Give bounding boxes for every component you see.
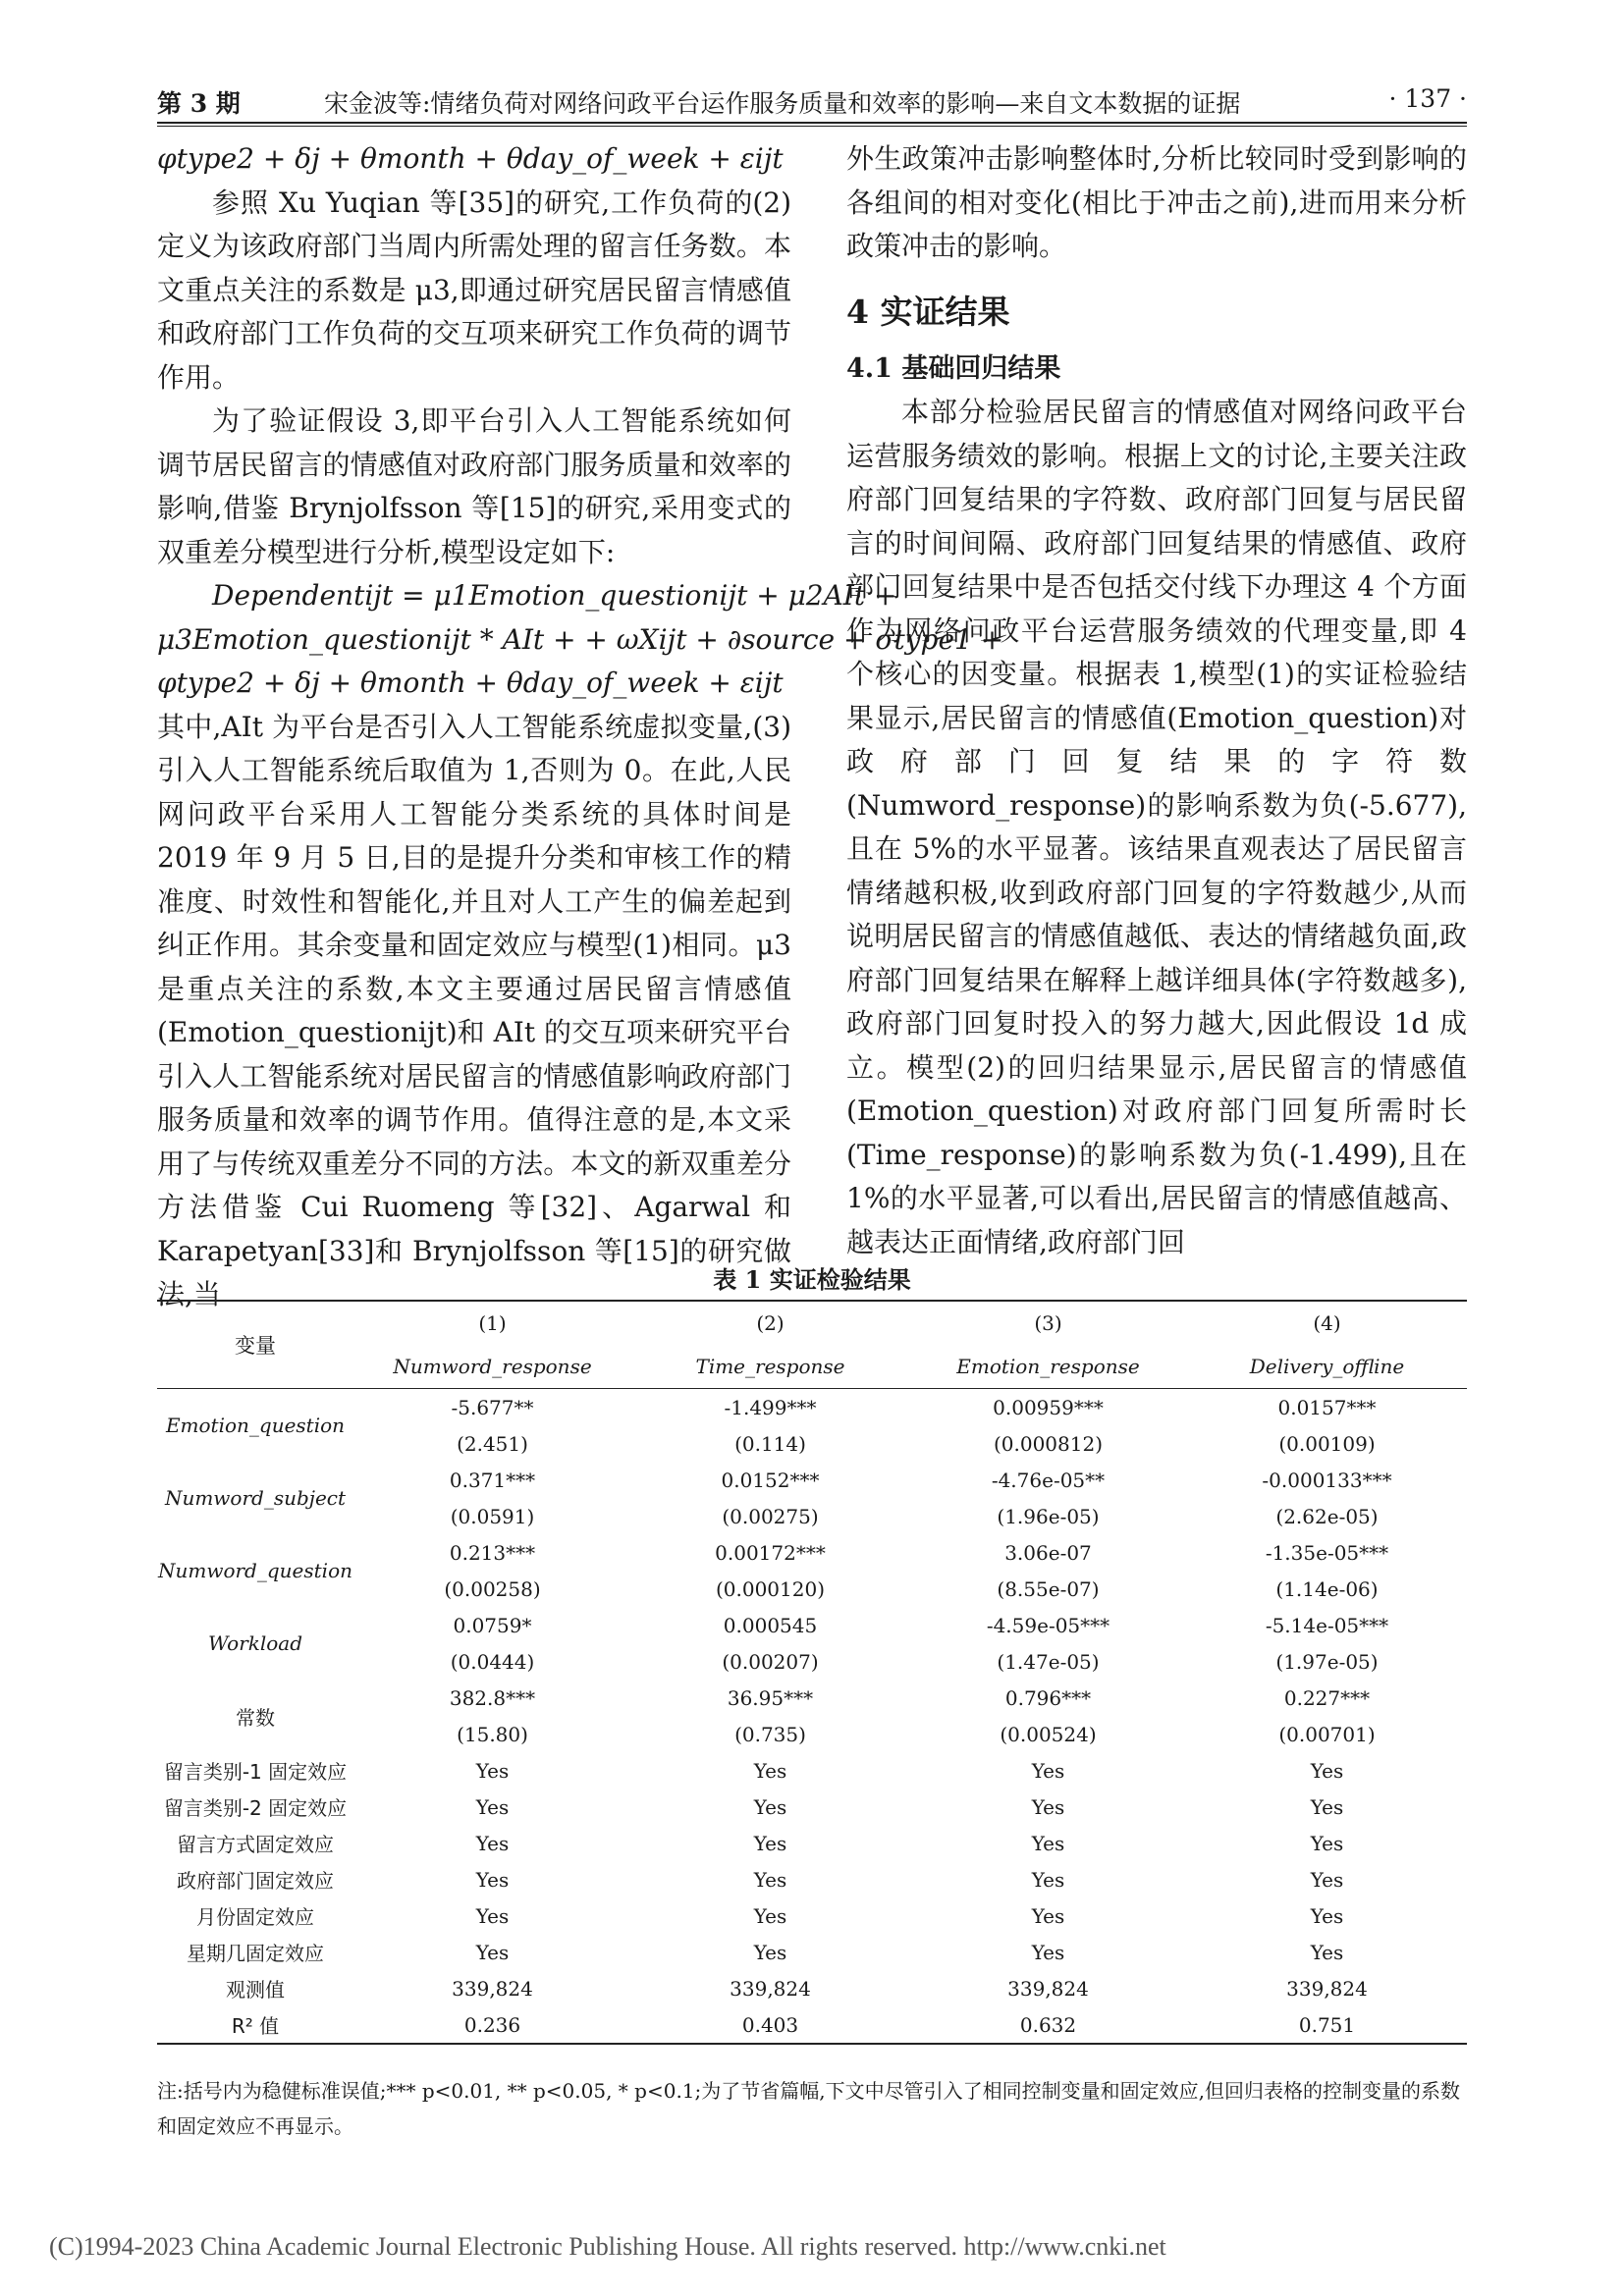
table-row-label: 留言方式固定效应 (177, 1833, 334, 1856)
header-rule-thin (157, 126, 1467, 127)
table-note: 注:括号内为稳健标准误值;*** p<0.01, ** p<0.05, * p<0.1;为了节省篇幅,下文中尽管引入了相同控制变量和固定效应,但回归表格的控制变量的系数和固定效应不再显示。 (157, 2079, 1460, 2138)
regression-table (157, 1300, 1467, 2045)
table-row-se (157, 1425, 1467, 1462)
table-row-variable: 常数 (236, 1705, 275, 1730)
right-column (846, 137, 1467, 1264)
table-title: 表 1 实证检验结果 (713, 1265, 911, 1294)
table-cell-coef: -4.76e-05** (991, 1468, 1106, 1492)
table-cell-coef: 0.0759* (453, 1613, 532, 1637)
table-cell-coef: -5.677** (451, 1395, 534, 1419)
table-cell-value: Yes (475, 1867, 510, 1892)
equation-3-line-2: μ3Emotion_questionijt * AIt + + ωXijt + ∂source + σtype1 + (157, 622, 1004, 656)
subsection-title: 4.1 基础回归结果 (846, 352, 1061, 384)
equation-3-text: φtype2 + δj + θmonth + θday_of_week + εijt (157, 667, 784, 699)
table-col-name: Time_response (631, 1345, 909, 1389)
table-cell-se: (0.000120) (715, 1576, 826, 1601)
table-body (157, 1389, 1467, 2045)
table-row-label: 观测值 (226, 1978, 285, 2002)
table-row-coef (157, 1680, 1467, 1716)
table-row-se (157, 1716, 1467, 1752)
table-row-variable: Numword_question (157, 1559, 352, 1582)
table-cell-se: (0.0444) (450, 1649, 535, 1674)
equation-2-number: (2) (752, 186, 791, 219)
table-row-label: 留言类别-2 固定效应 (163, 1796, 348, 1820)
table-cell-se: (0.735) (734, 1722, 806, 1746)
table-cell-value: Yes (1031, 1867, 1065, 1892)
table-cell-value: 0.403 (631, 2006, 909, 2044)
table-cell-se: (0.000812) (993, 1431, 1104, 1456)
table-row-coef (157, 1534, 1467, 1571)
table-cell-coef: -1.499*** (724, 1395, 817, 1419)
table-cell-coef: 0.213*** (449, 1540, 536, 1565)
table-row-fixed-effect (157, 1897, 1467, 1934)
table-row-variable: Workload (207, 1631, 303, 1655)
table-col-name: Delivery_offline (1187, 1345, 1467, 1389)
running-title: 宋金波等:情绪负荷对网络问政平台运作服务质量和效率的影响—来自文本数据的证据 (324, 89, 1241, 118)
table-cell-se: (0.00524) (1000, 1722, 1097, 1746)
table-header-variable: 变量 (157, 1301, 353, 1389)
table-row-fixed-effect (157, 1789, 1467, 1825)
table-cell-coef: 3.06e-07 (1004, 1540, 1092, 1565)
table-cell-se: (0.114) (734, 1431, 806, 1456)
table-cell-value: Yes (1031, 1758, 1065, 1783)
table-row-se (157, 1571, 1467, 1607)
table-cell-coef: -1.35e-05*** (1265, 1540, 1389, 1565)
journal-issue: 第 3 期 (157, 89, 241, 118)
table-cell-value: Yes (1031, 1831, 1065, 1855)
table-row-variable: Emotion_question (165, 1414, 346, 1437)
table-cell-coef: -0.000133*** (1262, 1468, 1392, 1492)
table-row-se (157, 1498, 1467, 1534)
table-row-label: 月份固定效应 (196, 1905, 314, 1929)
table-cell-se: (8.55e-07) (997, 1576, 1100, 1601)
table-row-se (157, 1643, 1467, 1680)
table-cell-coef: 382.8*** (449, 1685, 536, 1710)
table-cell-value: Yes (1310, 1940, 1344, 1964)
copyright-footer: (C)1994-2023 China Academic Journal Electronic Publishing House. All rights reserved. http://www.cnki.net (49, 2232, 1166, 2261)
paragraph-ai-variable: 其中,AIt 为平台是否引入人工智能系统虚拟变量,引入人工智能系统后取值为 1,否则为 0。在此,人民网问政平台采用人工智能分类系统的具体时间是 2019 年 9 月 5 日,目的是提升分类和审核工作的精准度、时效性和智能化,并且对人工产生的偏差起到纠正作用。其余变量和固定效应与模型(1)相同。μ3 是重点关注的系数,本文主要通过居民留言情感值(Emotion_questionijt)和 AIt 的交互项来研究平台引入人工智能系统对居民留言的情感值影响政府部门服务质量和效率的调节作用。值得注意的是,本文采用了与传统双重差分不同的方法。本文的新双重差分方法借鉴 Cui Ruomeng 等[32]、Agarwal 和 Karapetyan[33]和 Brynjolfsson 等[15]的研究做法,当 (157, 710, 792, 1310)
paragraph-hypothesis-3: 为了验证假设 3,即平台引入人工智能系统如何调节居民留言的情感值对政府部门服务质量和效率的影响,借鉴 Brynjolfsson 等[15]的研究,采用变式的双重差分模型进行分析,模型设定如下: (157, 404, 791, 568)
equation-2-text: φtype2 + δj + θmonth + θday_of_week + εijt (157, 142, 784, 175)
equation-2-tail (157, 137, 791, 219)
table-cell-coef: -5.14e-05*** (1265, 1613, 1389, 1637)
table-cell-se: (2.62e-05) (1275, 1504, 1379, 1528)
table-header-row-numbers (157, 1301, 1467, 1345)
table-row-coef (157, 1607, 1467, 1643)
table-cell-coef: -4.59e-05*** (986, 1613, 1110, 1637)
table-cell-se: (1.47e-05) (997, 1649, 1100, 1674)
table-cell-value: 339,824 (452, 1976, 533, 2001)
table-row-variable: Numword_subject (164, 1486, 347, 1510)
table-cell-value: Yes (1310, 1867, 1344, 1892)
table-cell-value: Yes (475, 1831, 510, 1855)
table-col-number: (2) (631, 1301, 909, 1345)
paragraph-policy-shock: 外生政策冲击影响整体时,分析比较同时受到影响的各组间的相对变化(相比于冲击之前),进而用来分析政策冲击的影响。 (846, 142, 1467, 262)
table-col-name: Emotion_response (909, 1345, 1187, 1389)
table-row-fixed-effect (157, 1825, 1467, 1861)
table-cell-value: Yes (753, 1940, 787, 1964)
equation-3-number: (3) (752, 710, 791, 743)
table-row-coef (157, 1462, 1467, 1498)
paragraph-workload: 参照 Xu Yuqian 等[35]的研究,工作负荷的定义为该政府部门当周内所需处理的留言任务数。本文重点关注的系数是 μ3,即通过研究居民留言情感值和政府部门工作负荷的交互项来研究工作负荷的调节作用。 (157, 186, 791, 394)
table-cell-value: Yes (1031, 1940, 1065, 1964)
table-cell-coef: 0.00959*** (993, 1395, 1104, 1419)
table-row-fixed-effect (157, 2006, 1467, 2044)
table-row-label: 星期几固定效应 (187, 1942, 324, 1965)
table-cell-value: 339,824 (730, 1976, 811, 2001)
table-cell-se: (0.00275) (722, 1504, 819, 1528)
table-cell-value: 339,824 (1007, 1976, 1089, 2001)
table-cell-value: 0.751 (1187, 2006, 1467, 2044)
table-cell-value: Yes (1031, 1794, 1065, 1819)
table-cell-se: (1.97e-05) (1275, 1649, 1379, 1674)
table-cell-coef: 0.371*** (449, 1468, 536, 1492)
table-row-coef (157, 1389, 1467, 1426)
table-cell-value: 0.236 (353, 2006, 631, 2044)
table-cell-value: Yes (753, 1867, 787, 1892)
page-number: · 137 · (1388, 84, 1467, 113)
table-cell-value: Yes (753, 1794, 787, 1819)
table-cell-value: Yes (475, 1794, 510, 1819)
table-cell-value: Yes (1310, 1794, 1344, 1819)
table-cell-coef: 0.000545 (723, 1613, 818, 1637)
table-row-fixed-effect (157, 1752, 1467, 1789)
table-header-row-names (157, 1345, 1467, 1389)
table-cell-value: 339,824 (1286, 1976, 1368, 2001)
table-row-label: R² 值 (157, 2006, 353, 2044)
table-cell-value: Yes (1310, 1831, 1344, 1855)
table-col-number: (1) (353, 1301, 631, 1345)
table-row-fixed-effect (157, 1861, 1467, 1897)
table-cell-value: Yes (753, 1758, 787, 1783)
table-cell-se: (1.14e-06) (1275, 1576, 1379, 1601)
table-cell-se: (0.00701) (1278, 1722, 1376, 1746)
table-cell-value: Yes (1310, 1903, 1344, 1928)
table-col-name: Numword_response (353, 1345, 631, 1389)
table-cell-coef: 0.0152*** (721, 1468, 820, 1492)
table-cell-coef: 36.95*** (727, 1685, 814, 1710)
table-cell-se: (2.451) (457, 1431, 528, 1456)
table-cell-value: Yes (753, 1903, 787, 1928)
table-cell-value: Yes (753, 1831, 787, 1855)
equation-3-line-3 (157, 662, 791, 743)
table-cell-value: Yes (1031, 1903, 1065, 1928)
table-cell-value: Yes (475, 1903, 510, 1928)
table-cell-se: (0.0591) (450, 1504, 535, 1528)
table-cell-se: (1.96e-05) (997, 1504, 1100, 1528)
table-cell-value: Yes (1310, 1758, 1344, 1783)
equation-3-line-1: Dependentijt = μ1Emotion_questionijt + μ2AIt + (212, 579, 897, 612)
table-cell-coef: 0.0157*** (1277, 1395, 1377, 1419)
table-cell-value: Yes (475, 1758, 510, 1783)
table-cell-se: (0.00109) (1278, 1431, 1376, 1456)
paragraph-baseline-results: 本部分检验居民留言的情感值对网络问政平台运营服务绩效的影响。根据上文的讨论,主要关注政府部门回复结果的字符数、政府部门回复与居民留言的时间间隔、政府部门回复结果的情感值、政府部门回复结果中是否包括交付线下办理这 4 个方面作为网络问政平台运营服务绩效的代理变量,即 4 个核心的因变量。根据表 1,模型(1)的实证检验结果显示,居民留言的情感值(Emotion_question)对政府部门回复结果的字符数(Numword_response)的影响系数为负(-5.677),且在 5%的水平显著。该结果直观表达了居民留言情绪越积极,收到政府部门回复的字符数越少,从而说明居民留言的情感值越低、表达的情绪越负面,政府部门回复结果在解释上越详细具体(字符数越多),政府部门回复时投入的努力越大,因此假设 1d 成立。模型(2)的回归结果显示,居民留言的情感值(Emotion_question)对政府部门回复所需时长(Time_response)的影响系数为负(-1.499),且在 1%的水平显著,可以看出,居民留言的情感值越高、越表达正面情绪,政府部门回 (846, 396, 1467, 1258)
table-col-number: (3) (909, 1301, 1187, 1345)
table-col-number: (4) (1187, 1301, 1467, 1345)
table-row-fixed-effect (157, 1970, 1467, 2006)
table-cell-coef: 0.796*** (1004, 1685, 1092, 1710)
table-cell-se: (0.00207) (722, 1649, 819, 1674)
table-cell-coef: 0.00172*** (715, 1540, 826, 1565)
table-row-label: 政府部门固定效应 (177, 1869, 334, 1893)
section-title: 4 实证结果 (846, 292, 1010, 331)
table-row-label: 留言类别-1 固定效应 (163, 1760, 348, 1784)
table-row-fixed-effect (157, 1934, 1467, 1970)
table-cell-se: (15.80) (457, 1722, 528, 1746)
table-cell-coef: 0.227*** (1283, 1685, 1371, 1710)
table-cell-value: 0.632 (909, 2006, 1187, 2044)
table-cell-value: Yes (475, 1940, 510, 1964)
table-cell-se: (0.00258) (444, 1576, 541, 1601)
header-rule (157, 122, 1467, 124)
